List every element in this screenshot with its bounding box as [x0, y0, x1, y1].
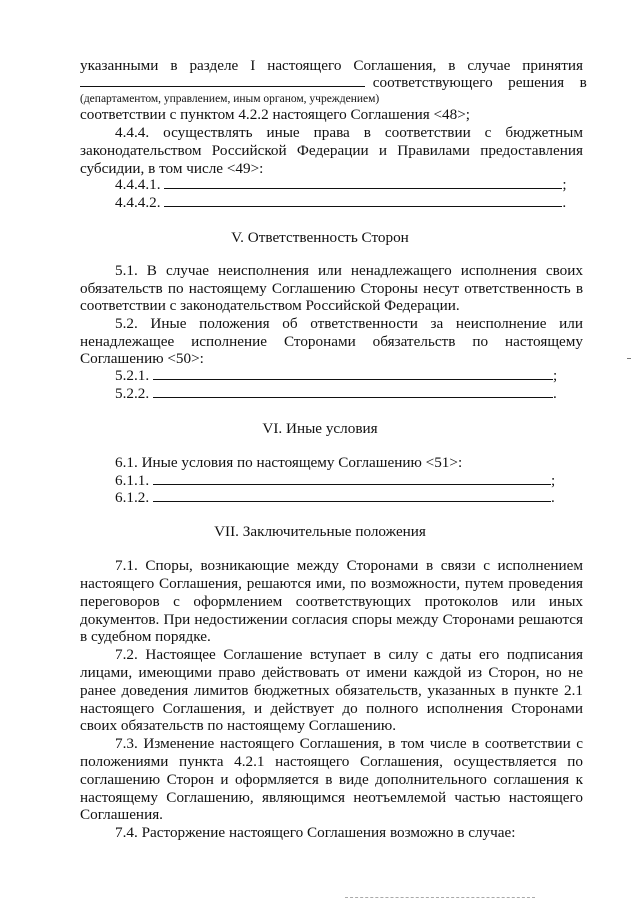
- p72-line-4: настоящего Соглашения, и действует до полного исполнения Сторонами: [80, 700, 583, 717]
- p51-line-3: соответствии с законодательством Российской Федерации.: [80, 297, 460, 314]
- fill-blank: [153, 489, 551, 502]
- p73-line-2: положениями пункта 4.2.1 настоящего Соглашения, осуществляется по: [80, 753, 583, 770]
- fill-blank: [80, 74, 365, 87]
- fill-blank: [153, 472, 551, 485]
- fill-blank: [164, 176, 562, 189]
- p72-line-2: лицами, имеющими право действовать от имени каждой из Сторон, но не: [80, 664, 583, 681]
- p444-line-1: 4.4.4. осуществлять иные права в соответствии с бюджетным: [115, 124, 583, 141]
- p74-line-1: 7.4. Расторжение настоящего Соглашения возможно в случае:: [115, 824, 516, 841]
- p72-line-1: 7.2. Настоящее Соглашение вступает в силу с даты его подписания: [115, 646, 583, 663]
- fill-blank: [153, 385, 553, 398]
- section-6-heading: VI. Иные условия: [262, 420, 378, 437]
- p52-line-3: Соглашению <50>:: [80, 350, 204, 367]
- top-hint: (департаментом, управлением, иным органом, учреждением): [80, 93, 380, 105]
- p51-line-2: обязательств по настоящему Соглашению Стороны несут ответственность в: [80, 280, 583, 297]
- top-line-1: указанными в разделе I настоящего Соглашения, в случае принятия: [80, 57, 583, 74]
- p61-item-1: 6.1.1. ;: [115, 472, 556, 489]
- p72-line-3: ранее доведения лимитов бюджетных обязательств, указанных в пункте 2.1: [80, 682, 583, 699]
- top-line-2: [80, 74, 587, 92]
- top-line-3: соответствии с пунктом 4.2.2 настоящего Соглашения <48>;: [80, 106, 471, 123]
- p71-line-1: 7.1. Споры, возникающие между Сторонами в связи с исполнением: [115, 557, 583, 574]
- p73-line-1: 7.3. Изменение настоящего Соглашения, в том числе в соответствии с: [115, 735, 583, 752]
- p71-line-3: переговоров с оформлением соответствующих протоколов или иных: [80, 593, 583, 610]
- scan-edge: [345, 896, 535, 898]
- p61-item-2: 6.1.2. .: [115, 489, 555, 506]
- scan-mark: [627, 358, 631, 359]
- p444-item-2: 4.4.4.2. .: [115, 194, 567, 211]
- p71-line-4: документов. При недостижении согласия споры между Сторонами решаются: [80, 611, 583, 628]
- p61-line-1: 6.1. Иные условия по настоящему Соглашению <51>:: [115, 454, 463, 471]
- p52-item-1: 5.2.1. ;: [115, 367, 558, 384]
- top-line-2-text: соответствующего решения в: [372, 74, 587, 91]
- p444-item-1: 4.4.4.1. ;: [115, 176, 567, 193]
- p444-line-2: законодательством Российской Федерации и Правилами предоставления: [80, 142, 583, 159]
- p52-line-1: 5.2. Иные положения об ответственности за неисполнение или: [115, 315, 583, 332]
- fill-blank: [153, 367, 553, 380]
- p52-line-2: ненадлежащее исполнение Сторонами обязательств по настоящему: [80, 333, 583, 350]
- p52-item-2: 5.2.2. .: [115, 385, 557, 402]
- section-7-heading: VII. Заключительные положения: [214, 523, 426, 540]
- p51-line-1: 5.1. В случае неисполнения или ненадлежащего исполнения своих: [115, 262, 583, 279]
- p73-line-3: соглашению Сторон и оформляется в виде дополнительного соглашения к: [80, 771, 583, 788]
- p73-line-5: Соглашения.: [80, 806, 163, 823]
- fill-blank: [164, 194, 562, 207]
- p71-line-5: в судебном порядке.: [80, 628, 211, 645]
- p73-line-4: настоящему Соглашению, являющимся неотъемлемой частью настоящего: [80, 789, 583, 806]
- p71-line-2: настоящего Соглашения, решаются ими, по возможности, путем проведения: [80, 575, 583, 592]
- p72-line-5: своих обязательств по настоящему Соглашению.: [80, 717, 397, 734]
- p444-line-3: субсидии, в том числе <49>:: [80, 160, 264, 177]
- section-5-heading: V. Ответственность Сторон: [231, 229, 409, 246]
